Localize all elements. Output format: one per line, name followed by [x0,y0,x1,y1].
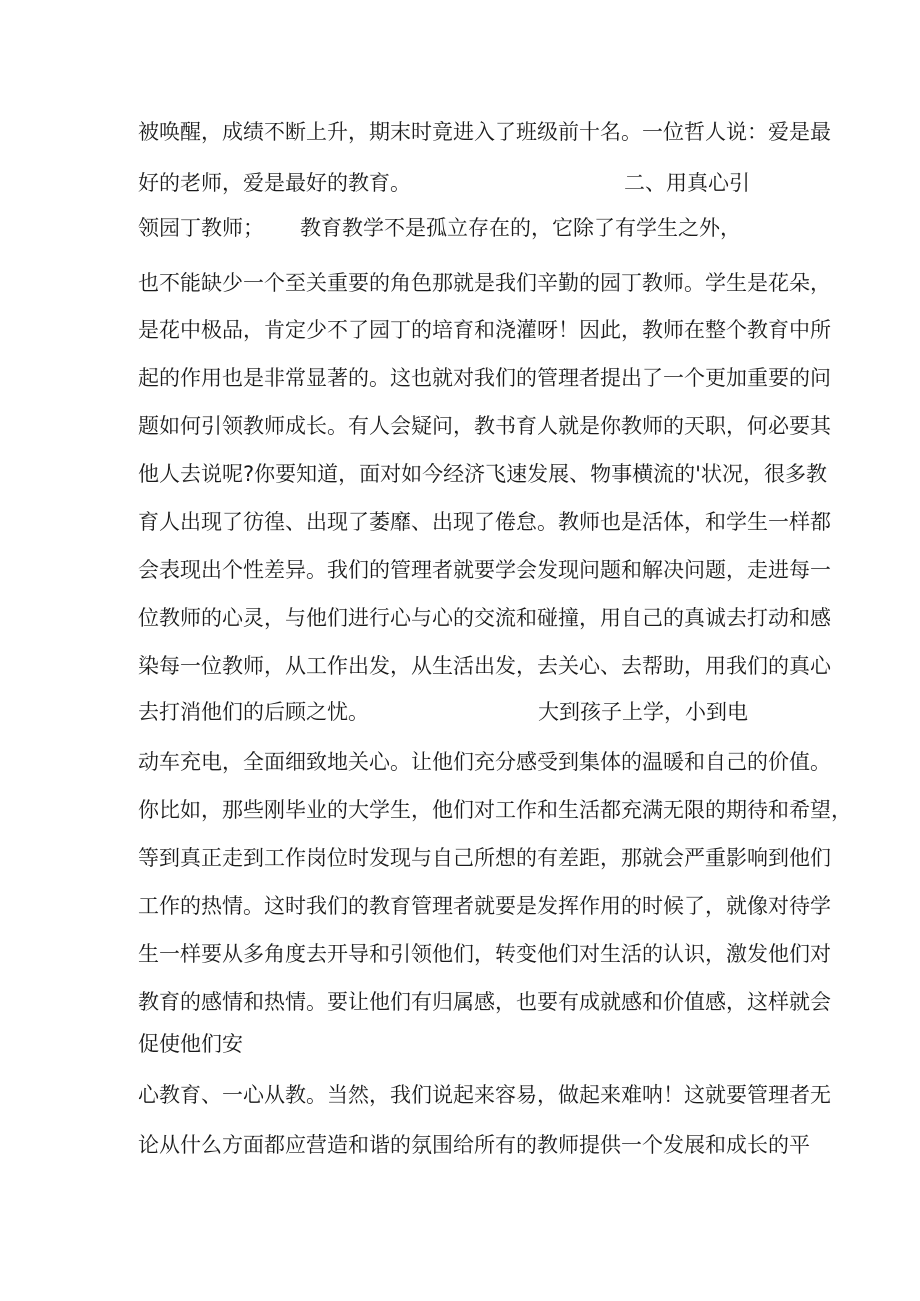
text-line: 教 育 的 感 情 和 热 情 。 要 让 他 们 有 归 属 感 ， 也 要 有 成 就 感 和 价 值 感 ， 这 样 就 会 [138,990,831,1014]
text-line: 会 表 现 出 个 性 差 异 。 我 们 的 管 理 者 就 要 学 会 发 现 问 题 和 解 决 问 题 ， 走 进 每 一 [138,558,831,582]
text-line: 他 人 去 说 呢 ? 你 要 知 道 ， 面 对 如 今 经 济 飞 速 发 展 、 物 事 横 流 的 ' 状 况 ， 很 多 教 [138,462,827,486]
text-line: 大到孩子上学，小到电 [538,700,748,724]
text-line: 题 如 何 引 领 教 师 成 长 。 有 人 会 疑 问 ， 教 书 育 人 就 是 你 教 师 的 天 职 ， 何 必 要 其 [138,414,831,438]
text-line: 起 的 作 用 也 是 非 常 显 著 的 。 这 也 就 对 我 们 的 管 理 者 提 出 了 一 个 更 加 重 要 的 问 [138,366,831,390]
text-line: 生 一 样 要 从 多 角 度 去 开 导 和 引 领 他 们 ， 转 变 他 们 对 生 活 的 认 识 ， 激 发 他 们 对 [138,942,831,966]
text-line: 工 作 的 热 情 。 这 时 我 们 的 教 育 管 理 者 就 要 是 发 挥 作 用 的 时 候 了 ， 就 像 对 待 学 [138,894,831,918]
text-line: 被 唤 醒 ， 成 绩 不 断 上 升 ， 期 末 时 竟 进 入 了 班 级 前 十 名 。 一 位 哲 人 说 ： 爱 是 最 [138,120,831,144]
text-line: 论 从 什 么 方 面 都 应 营 造 和 谐 的 氛 围 给 所 有 的 教 师 提 供 一 个 发 展 和 成 长 的 平 [138,1133,810,1157]
section-heading: 二、用真心引 [624,171,750,195]
text-line: 位 教 师 的 心 灵 ， 与 他 们 进 行 心 与 心 的 交 流 和 碰 撞 ， 用 自 己 的 真 诚 去 打 动 和 感 [138,606,831,630]
text-line: 染 每 一 位 教 师 ， 从 工 作 出 发 ， 从 生 活 出 发 ， 去 关 心 、 去 帮 助 ， 用 我 们 的 真 心 [138,654,831,678]
text-line: 是 花 中 极 品 ， 肯 定 少 不 了 园 丁 的 培 育 和 浇 灌 呀 ！ 因 此 ， 教 师 在 整 个 教 育 中 所 [138,318,831,342]
text-line: 领园丁教师； [138,216,264,240]
text-line: 去打消他们的后顾之忧。 [138,700,369,724]
text-line: 动 车 充 电 ， 全 面 细 致 地 关 心 。 让 他 们 充 分 感 受 到 集 体 的 温 暖 和 自 己 的 价 值 。 [138,750,831,774]
text-line: 你 比 如 ， 那 些 刚 毕 业 的 大 学 生 ， 他 们 对 工 作 和 生 活 都 充 满 无 限 的 期 待 和 希 望 ， [138,798,852,822]
text-line: 等 到 真 正 走 到 工 作 岗 位 时 发 现 与 自 己 所 想 的 有 差 距 ， 那 就 会 严 重 影 响 到 他 们 [138,846,831,870]
text-line: 促使他们安 [138,1032,243,1056]
text-line: 教育教学不是孤立存在的，它除了有学生之外， [300,216,741,240]
text-line: 心 教 育 、 一 心 从 教 。 当 然 ， 我 们 说 起 来 容 易 ， 做 起 来 难 呐 ！ 这 就 要 管 理 者 无 [138,1083,831,1107]
text-line: 育 人 出 现 了 彷 徨 、 出 现 了 萎 靡 、 出 现 了 倦 怠 。 教 师 也 是 活 体 ， 和 学 生 一 样 都 [138,510,831,534]
text-line: 好的老师，爱是最好的教育。 [138,171,411,195]
text-line: 也 不 能 缺 少 一 个 至 关 重 要 的 角 色 那 就 是 我 们 辛 勤 的 园 丁 教 师 。 学 生 是 花 朵 ， [138,271,831,295]
